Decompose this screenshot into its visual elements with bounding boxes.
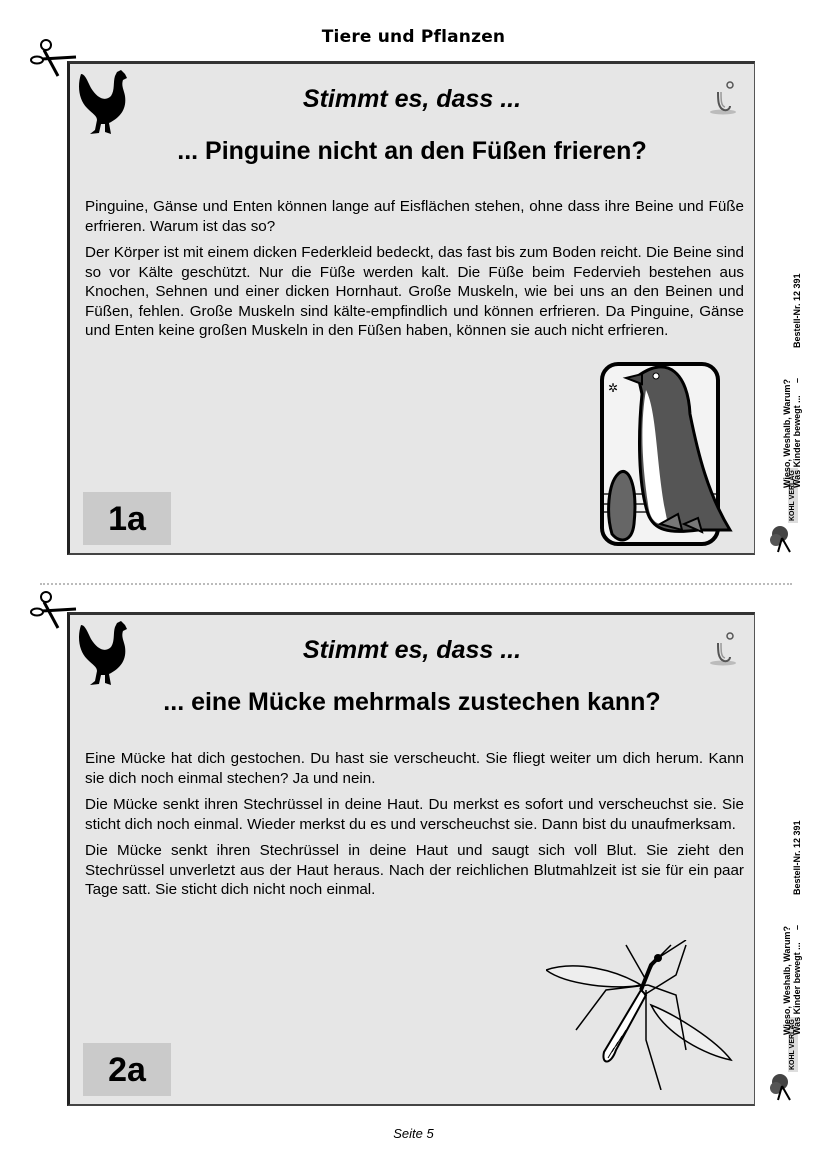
sidebar-credits (770, 800, 810, 1110)
card-body (85, 749, 744, 907)
series-title-line1: Wieso, Weshalb, Warum? (782, 379, 792, 488)
sidebar-dash: – (792, 377, 802, 383)
publisher-logo: KOHL VERLAG (789, 470, 796, 521)
page-header: Tiere und Pflanzen (321, 27, 506, 47)
tree-logo-icon (770, 524, 792, 554)
fact-card (67, 61, 755, 555)
paragraph: Pinguine, Gänse und Enten können lange auf Eisflächen stehen, ohne dass ihre Beine und Füße erfrieren. Warum ist das so? (85, 198, 744, 235)
series-title-line2: Was Kinder bewegt ... (792, 942, 802, 1035)
page-number: Seite 5 (393, 1126, 434, 1141)
info-icon[interactable] (708, 629, 742, 669)
svg-text:✲: ✲ (608, 381, 619, 395)
mosquito-illustration (546, 940, 736, 1090)
info-icon[interactable] (708, 78, 742, 118)
card-question: ... Pinguine nicht an den Füßen frieren? (177, 137, 647, 165)
paragraph: Die Mücke senkt ihren Stechrüssel in deine Haut und saugt sich voll Blut. Sie zieht den Stechrüssel unverletzt aus der Haut heraus. Nach der reichlichen Blutmahlzeit ist sie für ein paar Tage satt. Sie sticht dich nicht noch einmal. (85, 842, 744, 898)
fact-card (67, 612, 755, 1106)
card-question: ... eine Mücke mehrmals zustechen kann? (163, 688, 661, 716)
order-number: Bestell-Nr. 12 391 (792, 273, 802, 348)
order-number: Bestell-Nr. 12 391 (792, 820, 802, 895)
sidebar-dash: – (792, 924, 802, 930)
cut-line-divider (40, 583, 792, 585)
paragraph: Die Mücke senkt ihren Stechrüssel in deine Haut. Du merkst es sofort und verscheuchst sie. Sie sticht dich noch einmal. Wieder merkst du es und verscheuchst sie. Dann bist du unaufmerksam. (85, 796, 744, 833)
card-number-label: 2a (83, 1043, 171, 1096)
paragraph: Der Körper ist mit einem dicken Federkleid bedeckt, das fast bis zum Boden reicht. Die Beine sind so vor Kälte geschützt. Nur die Füße werden kalt. Die Füße beim Federvieh bestehen aus Knochen, Sehnen und einer dicken Hornhaut. Große Muskeln, wie bei uns an den Beinen und Füßen, fehlen. Große Muskeln sind kälte-empfindlich und können erfrieren. Da Pinguine, Gänse und Enten keine großen Muskeln in den Füßen haben, können sie auch nicht erfrieren. (85, 244, 744, 339)
card-kicker: Stimmt es, dass ... (302, 85, 522, 113)
publisher-logo: KOHL VERLAG (789, 1019, 796, 1070)
card-kicker: Stimmt es, dass ... (302, 636, 522, 664)
card-number-label: 1a (83, 492, 171, 545)
penguin-illustration (598, 354, 738, 550)
card-body (85, 197, 744, 348)
tree-logo-icon (770, 1072, 792, 1102)
paragraph: Eine Mücke hat dich gestochen. Du hast sie verscheucht. Sie fliegt weiter um dich herum. Kann sie dich noch einmal stechen? Ja und nein. (85, 750, 744, 787)
sidebar-credits (770, 258, 810, 558)
series-title-line1: Wieso, Weshalb, Warum? (782, 926, 792, 1035)
series-title-line2: Was Kinder bewegt ... (792, 395, 802, 488)
